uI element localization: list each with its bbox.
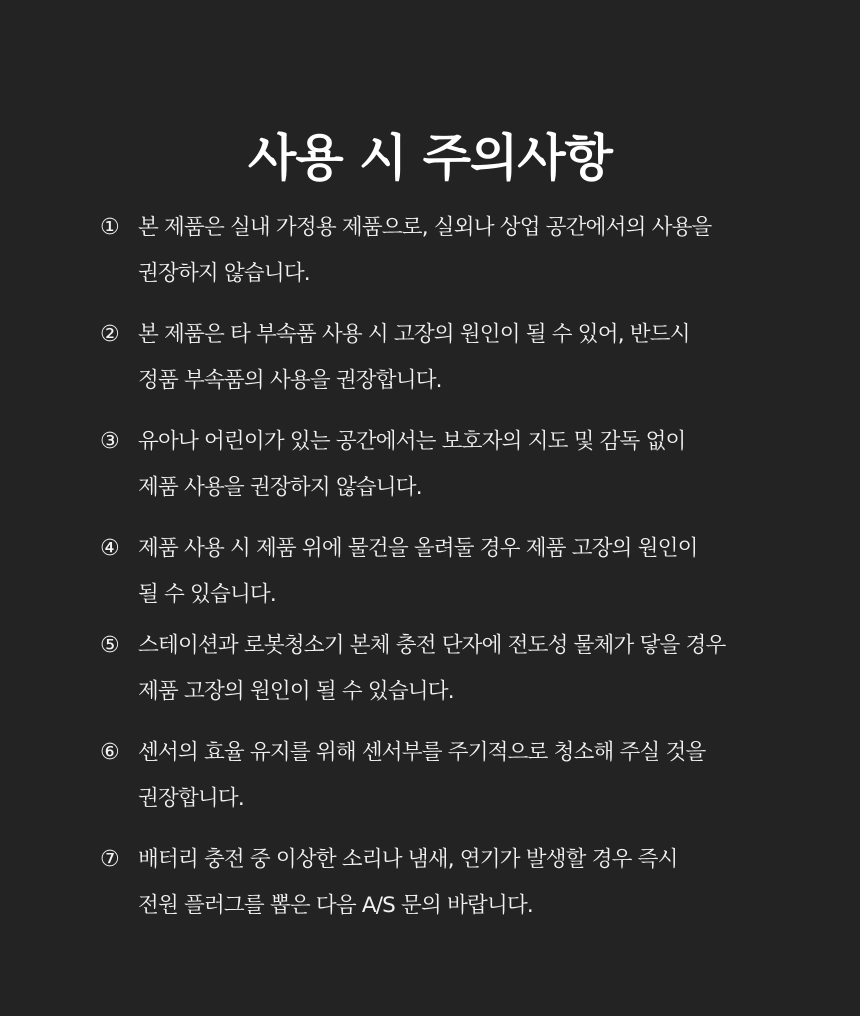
caution-number: ② — [100, 322, 120, 347]
caution-line: 제품 사용을 권장하지 않습니다. — [138, 475, 422, 500]
caution-line: 전원 플러그를 뽑은 다음 A/S 문의 바랍니다. — [138, 893, 533, 918]
caution-line: 본 제품은 실내 가정용 제품으로, 실외나 상업 공간에서의 사용을 — [138, 215, 712, 240]
caution-line: 스테이션과 로봇청소기 본체 충전 단자에 전도성 물체가 닿을 경우 — [138, 633, 726, 658]
caution-item-4 — [100, 526, 790, 618]
caution-number: ③ — [100, 429, 120, 454]
caution-line: 정품 부속품의 사용을 권장합니다. — [138, 368, 442, 393]
caution-number: ① — [100, 215, 120, 240]
caution-number: ⑦ — [100, 847, 120, 872]
caution-number: ④ — [100, 536, 120, 561]
caution-line: 배터리 충전 중 이상한 소리나 냄새, 연기가 발생할 경우 즉시 — [138, 847, 678, 872]
caution-number: ⑥ — [100, 740, 120, 765]
page-title: 사용 시 주의사항 — [248, 128, 612, 187]
caution-item-5 — [100, 623, 790, 715]
caution-item-3 — [100, 419, 790, 511]
caution-text — [138, 205, 790, 297]
caution-line: 제품 고장의 원인이 될 수 있습니다. — [138, 679, 454, 704]
caution-item-6 — [100, 730, 790, 822]
caution-line: 될 수 있습니다. — [138, 582, 276, 607]
caution-text — [138, 623, 790, 715]
caution-line: 센서의 효율 유지를 위해 센서부를 주기적으로 청소해 주실 것을 — [138, 740, 706, 765]
caution-number: ⑤ — [100, 633, 120, 658]
caution-text — [138, 837, 790, 929]
caution-line: 본 제품은 타 부속품 사용 시 고장의 원인이 될 수 있어, 반드시 — [138, 322, 690, 347]
caution-line: 유아나 어린이가 있는 공간에서는 보호자의 지도 및 감독 없이 — [138, 429, 686, 454]
caution-line: 권장합니다. — [138, 786, 244, 811]
caution-text — [138, 730, 790, 822]
caution-item-1 — [100, 205, 790, 297]
caution-item-2 — [100, 312, 790, 404]
caution-item-7 — [100, 837, 790, 929]
caution-line: 권장하지 않습니다. — [138, 261, 310, 286]
caution-text — [138, 419, 790, 511]
caution-line: 제품 사용 시 제품 위에 물건을 올려둘 경우 제품 고장의 원인이 — [138, 536, 698, 561]
caution-text — [138, 312, 790, 404]
caution-text — [138, 526, 790, 618]
